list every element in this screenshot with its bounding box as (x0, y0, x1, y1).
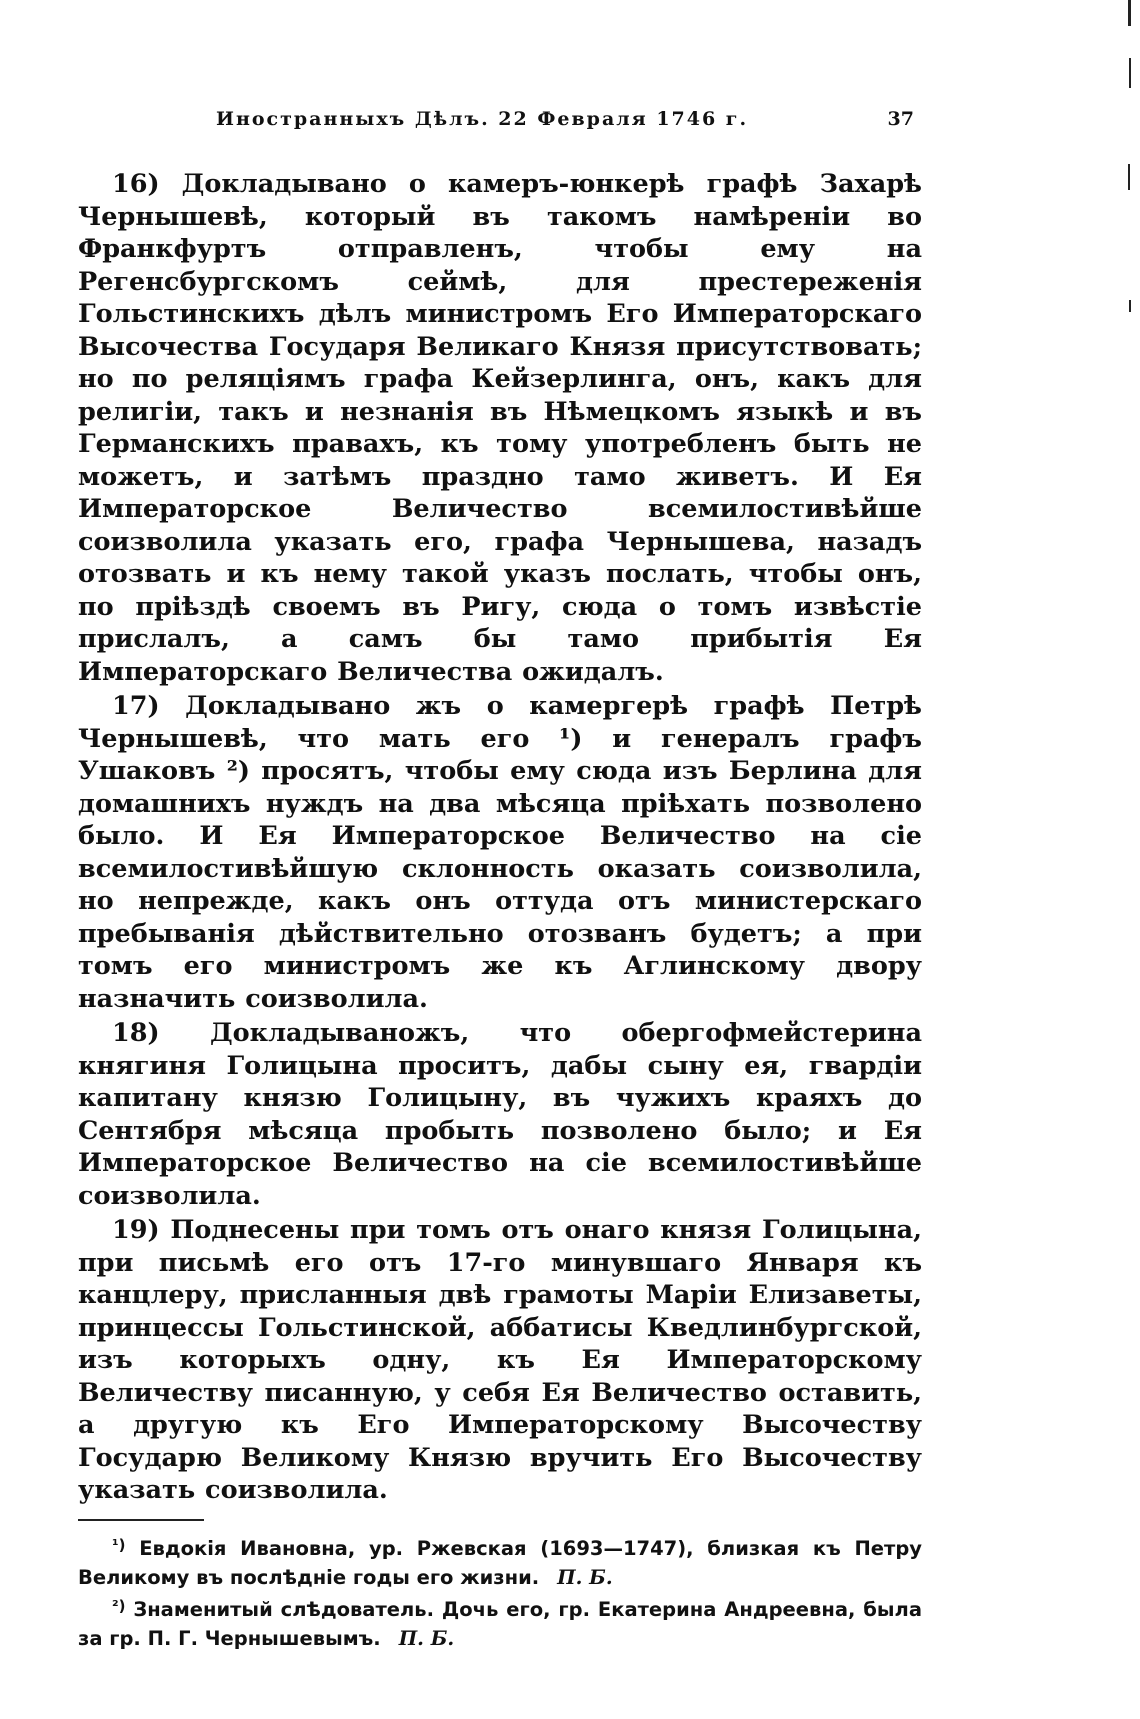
page-number: 37 (887, 108, 914, 130)
footnote-signature: П. Б. (557, 1565, 613, 1589)
footnote-2 (78, 1592, 922, 1653)
scan-edge-mark (1128, 0, 1131, 26)
running-head (78, 108, 922, 138)
footnotes (78, 1531, 922, 1653)
footnote-signature: П. Б. (398, 1626, 455, 1650)
scan-edge-mark (1129, 58, 1131, 88)
body-text (78, 168, 922, 1507)
footnote-mark: ¹) (112, 1535, 126, 1554)
paragraph-16 (78, 168, 922, 688)
scan-edge-mark (1128, 164, 1130, 190)
paragraph-number: 19) (112, 1215, 160, 1245)
paragraph-text: Докладываножъ, что обергофмейстерина княгиня Голицына проситъ, дабы сыну ея, гвардіи капитану князю Голицыну, въ чужихъ краяхъ до Сентября мѣсяца пробыть позволено было; и Ея Императорское Величество на сіе всемилостивѣйше соизволила. (78, 1018, 922, 1211)
running-title: Иностранныхъ Дѣлъ. 22 Февраля 1746 г. (216, 108, 749, 130)
paragraph-18 (78, 1017, 922, 1212)
page (78, 108, 922, 1653)
paragraph-17 (78, 690, 922, 1015)
footnote-text: Знаменитый слѣдователь. Дочь его, гр. Екатерина Андреевна, была за гр. П. Г. Чернышевымъ. (78, 1597, 922, 1650)
paragraph-text: Докладывано жъ о камергерѣ графѣ Петрѣ Чернышевѣ, что мать его ¹) и генералъ графъ Ушаковъ ²) просятъ, чтобы ему сюда изъ Берлина для домашнихъ нуждъ на два мѣсяца пріѣхать позволено было. И Ея Императорское Величество на сіе всемилостивѣйшую склонность оказать соизволила, но непрежде, какъ онъ оттуда отъ министерскаго пребыванія дѣйствительно отозванъ будетъ; а при томъ его министромъ же къ Аглинскому двору назначить соизволила. (78, 691, 922, 1014)
paragraph-19 (78, 1214, 922, 1507)
paragraph-text: Поднесены при томъ отъ онаго князя Голицына, при письмѣ его отъ 17-го минувшаго Января къ канцлеру, присланныя двѣ грамоты Маріи Елизаветы, принцессы Гольстинской, аббатисы Кведлинбургской, изъ которыхъ одну, къ Ея Императорскому Величеству писанную, у себя Ея Величество оставить, а другую къ Его Императорскому Высочеству Государю Великому Князю вручить Его Высочеству указать соизволила. (78, 1215, 922, 1505)
paragraph-number: 16) (112, 169, 160, 199)
footnote-text: Евдокія Ивановна, ур. Ржевская (1693—1747), близкая къ Петру Великому въ послѣдніе годы его жизни. (78, 1536, 922, 1589)
paragraph-number: 17) (112, 691, 160, 721)
scan-edge-mark (1129, 300, 1131, 312)
paragraph-text: Докладывано о камеръ-юнкерѣ графѣ Захарѣ Чернышевѣ, который въ такомъ намѣреніи во Франкфуртъ отправленъ, чтобы ему на Регенсбургскомъ сеймѣ, для престереженія Гольстинскихъ дѣлъ министромъ Его Императорскаго Высочества Государя Великаго Князя присутствовать; но по реляціямъ графа Кейзерлинга, онъ, какъ для религіи, такъ и незнанія въ Нѣмецкомъ языкѣ и въ Германскихъ правахъ, къ тому употребленъ быть не можетъ, и затѣмъ праздно тамо живетъ. И Ея Императорское Величество всемилостивѣйше соизволила указать его, графа Чернышева, назадъ отозвать и къ нему такой указъ послать, чтобы онъ, по пріѣздѣ своемъ въ Ригу, сюда о томъ извѣстіе прислалъ, а самъ бы тамо прибытія Ея Императорскаго Величества ожидалъ. (78, 169, 922, 687)
paragraph-number: 18) (112, 1018, 160, 1048)
footnote-1 (78, 1531, 922, 1592)
footnote-divider (78, 1519, 204, 1521)
footnote-mark: ²) (112, 1596, 126, 1615)
